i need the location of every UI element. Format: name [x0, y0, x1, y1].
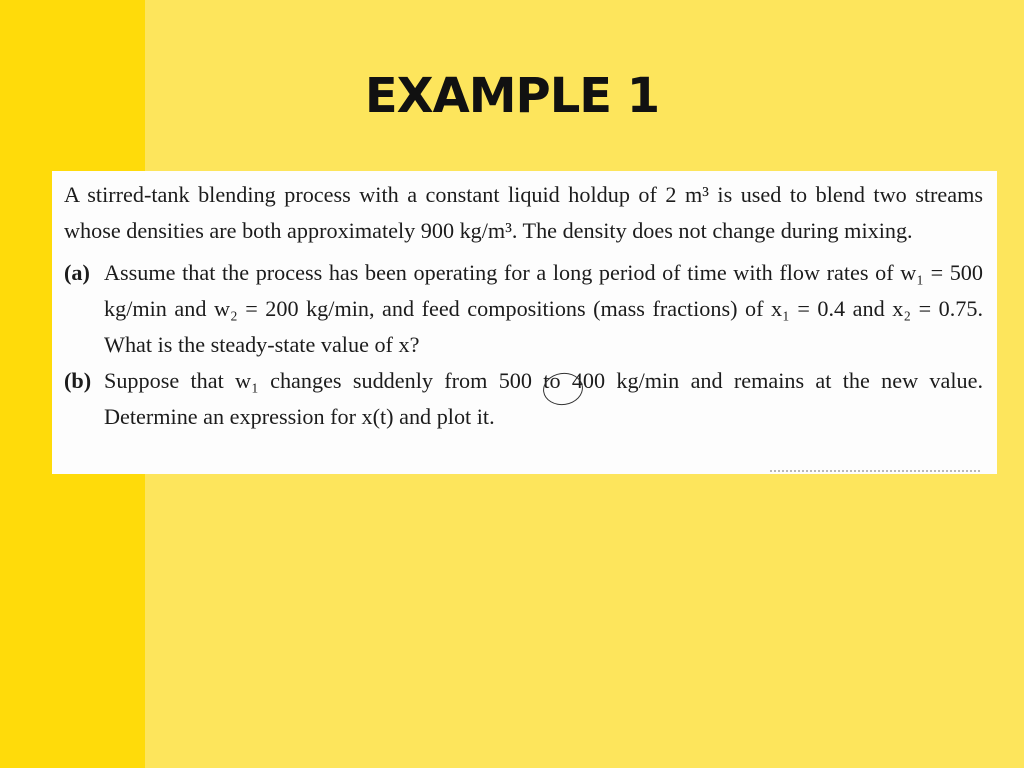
part-text: Suppose that w₁ changes suddenly from 500 to 400 kg/min and remains at the new value. Determine an expression for x(t) and plot it. — [104, 368, 983, 429]
part-label: (b) — [64, 368, 92, 393]
problem-statement-image — [52, 171, 997, 474]
problem-intro: A stirred-tank blending process with a constant liquid holdup of 2 m³ is used to blend two streams whose densities are both approximately 900 kg/m³. The density does not change during mixing. — [64, 182, 983, 243]
problem-part-a — [64, 255, 983, 363]
slide-title: EXAMPLE 1 — [364, 68, 660, 124]
problem-part-b — [64, 363, 983, 435]
scan-artifact-marks — [770, 470, 980, 476]
part-label: (a) — [64, 260, 90, 285]
part-text: Assume that the process has been operating for a long period of time with flow rates of w₁ = 500 kg/min and w₂ = 200 kg/min, and feed compositions (mass fractions) of x₁ = 0.4 and x₂ = 0.75. What is the steady-state value of x? — [104, 260, 983, 357]
